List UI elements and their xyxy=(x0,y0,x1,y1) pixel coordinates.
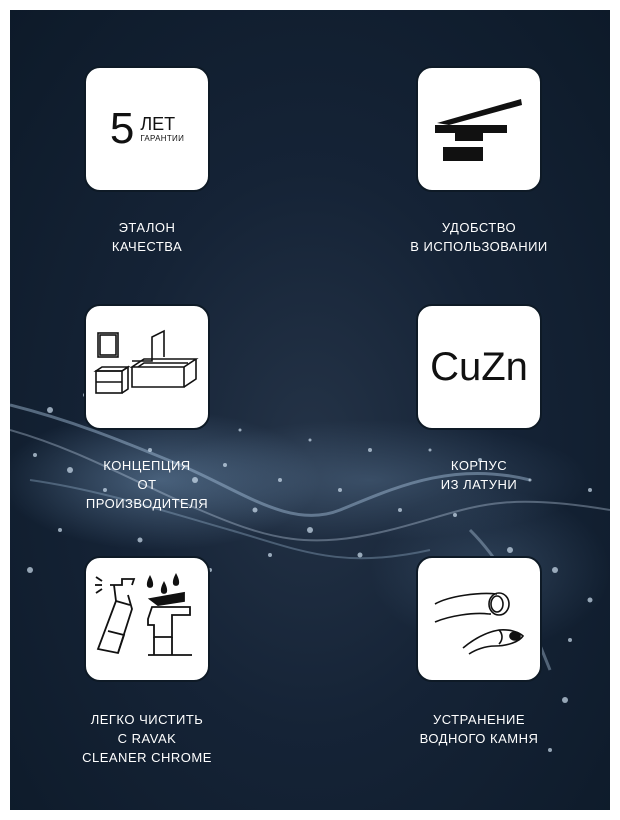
warranty-5-years-icon xyxy=(109,104,185,153)
faucet-lever-icon xyxy=(429,89,529,169)
caption-concept: КОНЦЕПЦИЯ ОТ ПРОИЗВОДИТЕЛЯ xyxy=(85,458,209,511)
cuzn-alloy-icon: CuZn xyxy=(430,344,528,389)
caption-limescale: УСТРАНЕНИЕ ВОДНОГО КАМНЯ xyxy=(419,712,539,746)
caption-quality: ЭТАЛОН КАЧЕСТВА xyxy=(111,220,183,254)
caption-ease: УДОБСТВО В ИСПОЛЬЗОВАНИИ xyxy=(410,220,548,254)
caption-brass: КОРПУС ИЗ ЛАТУНИ xyxy=(440,458,518,492)
warranty-label: ГАРАНТИИ xyxy=(140,134,185,143)
brass-tile xyxy=(416,304,542,430)
ease-of-use-tile xyxy=(416,66,542,192)
cleaning-spray-faucet-icon xyxy=(92,571,202,667)
aerator-finger-icon xyxy=(429,574,529,664)
caption-cleaning: ЛЕГКО ЧИСТИТЬ С RAVAK CLEANER CHROME xyxy=(82,712,212,765)
concept-tile xyxy=(84,304,210,430)
warranty-number: 5 xyxy=(109,104,135,153)
limescale-tile xyxy=(416,556,542,682)
warranty-unit: ЛЕТ xyxy=(140,114,176,134)
background-panel xyxy=(10,10,610,810)
cleaning-tile xyxy=(84,556,210,682)
bathroom-furniture-icon xyxy=(92,327,202,407)
warranty-tile xyxy=(84,66,210,192)
